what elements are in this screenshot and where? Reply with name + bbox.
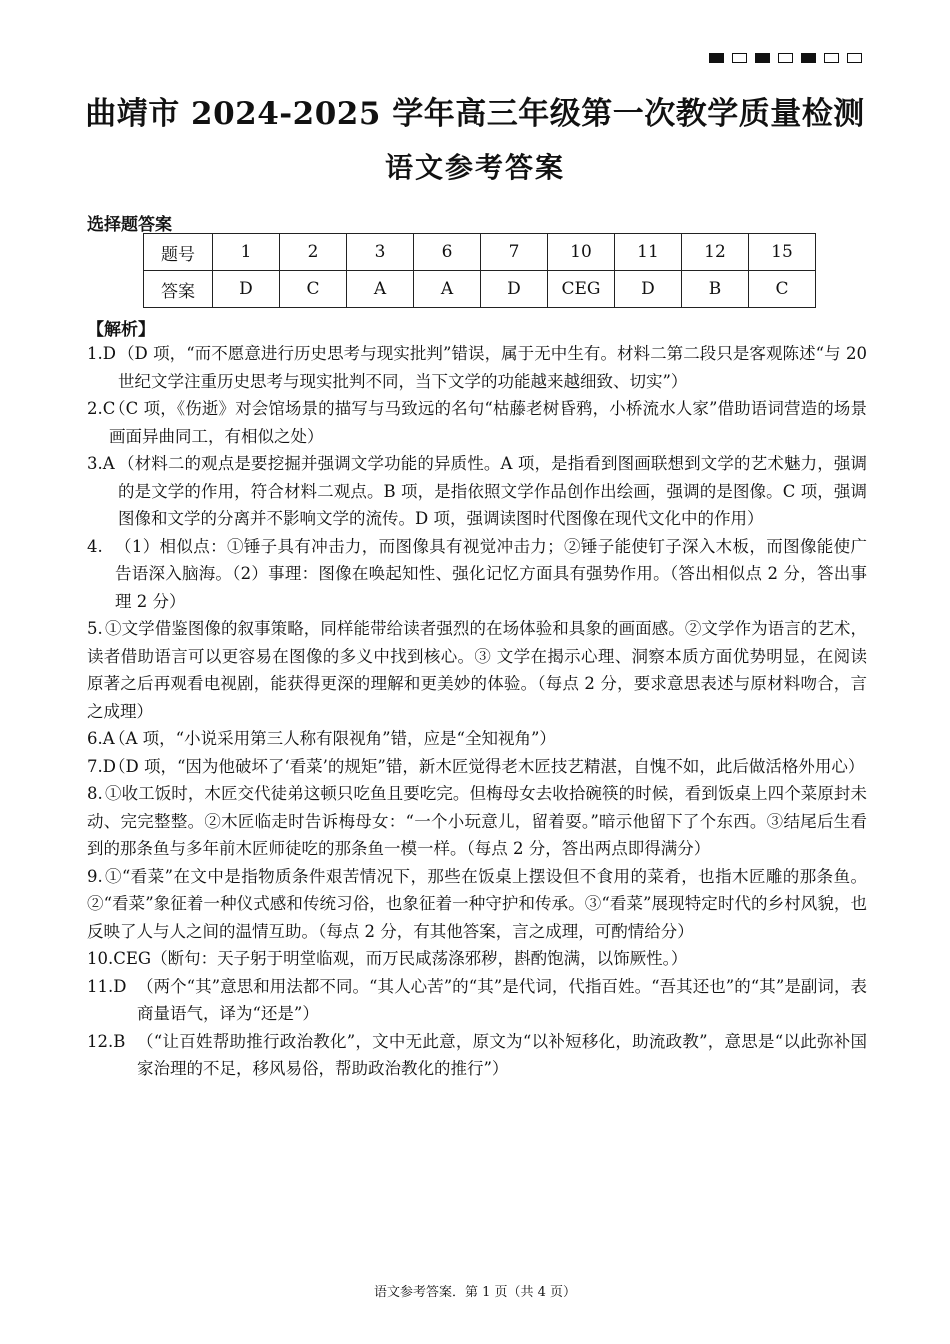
- item-number: 5.: [87, 619, 103, 638]
- document-title: 曲靖市 2024-2025 学年高三年级第一次教学质量检测: [85, 96, 865, 132]
- header-mark: [755, 53, 770, 63]
- header-marks: [709, 53, 862, 63]
- row-label-question: 题号: [144, 234, 213, 271]
- header-mark: [847, 53, 862, 63]
- answer-cell: C: [749, 271, 816, 308]
- analysis-item: [87, 615, 867, 725]
- item-number: 9.: [87, 866, 103, 886]
- question-cell: 7: [481, 234, 548, 271]
- item-text: （D 项，“而不愿意进行历史思考与现实批判”错误，属于无中生有。材料二第二段只是客观陈述“与 20 世纪文学注重历史思考与现实批判不同，当下文学的功能越来越细致、切实”）: [118, 344, 867, 391]
- question-cell: 2: [280, 234, 347, 271]
- header-mark: [778, 53, 793, 63]
- answer-cell: C: [280, 271, 347, 308]
- answer-cell: D: [615, 271, 682, 308]
- analysis-item: [87, 450, 867, 533]
- item-text: ①收工饭时，木匠交代徒弟这顿只吃鱼且要吃完。但梅母女去收拾碗筷的时候，看到饭桌上四个菜原封未动、完完整整。②木匠临走时告诉梅母女：“一个小玩意儿，留着耍。”暗示他留下了个东西。③结尾后生看到的那条鱼与多年前木匠师徒吃的那条鱼一模一样。（每点 2 分，答出两点即得满分）: [87, 784, 867, 858]
- row-label-answer: 答案: [144, 271, 213, 308]
- question-number-row: [144, 234, 816, 271]
- item-number: 6.A: [87, 729, 115, 748]
- item-number: 8.: [87, 784, 103, 803]
- analysis-item: [87, 533, 867, 616]
- item-number: 10.CEG: [87, 949, 152, 968]
- answer-cell: D: [213, 271, 280, 308]
- header-mark: [801, 53, 816, 63]
- analysis-item: [87, 945, 867, 973]
- item-number: 1.D: [87, 344, 116, 363]
- question-cell: 1: [213, 234, 280, 271]
- document-subtitle: 语文参考答案: [384, 151, 565, 184]
- page-footer: 语文参考答案．第 1 页（共 4 页）: [373, 1285, 577, 1300]
- question-cell: 12: [682, 234, 749, 271]
- item-text: （材料二的观点是要挖掘并强调文学功能的异质性。A 项，是指看到图画联想到文学的艺术魅力，强调的是文学的作用，符合材料二观点。B 项，是指依照文学作品创作出绘画，强调的是图像。C 项，强调图像和文学的分离并不影响文学的流传。D 项，强调读图时代图像在现代文化中的作用）: [118, 454, 867, 528]
- analysis-item: [87, 1028, 867, 1083]
- answer-row: [144, 271, 816, 308]
- item-number: 12.B: [87, 1031, 126, 1051]
- answer-cell: A: [414, 271, 481, 308]
- analysis-item: [87, 863, 867, 946]
- item-text: ①文学借鉴图像的叙事策略，同样能带给读者强烈的在场体验和具象的画面感。②文学作为语言的艺术，读者借助语言可以更容易在图像的多义中找到核心。③ 文学在揭示心理、洞察本质方面优势明显，在阅读原著之后再观看电视剧，能获得更深的理解和更美妙的体验。（每点 2 分，要求意思表述与原材料吻合，言之成理）: [87, 619, 867, 721]
- analysis-item: [87, 340, 867, 395]
- header-mark: [824, 53, 839, 63]
- analysis-label: 【解析】: [87, 320, 155, 340]
- item-text: ①“看菜”在文中是指物质条件艰苦情况下，那些在饭桌上摆设但不食用的菜肴，也指木匠雕的那条鱼。②“看菜”象征着一种仪式感和传统习俗，也象征着一种守护和传承。③“看菜”展现特定时代的乡村风貌，也反映了人与人之间的温情互助。（每点 2 分，有其他答案，言之成理，可酌情给分）: [87, 866, 867, 941]
- analysis-item: [87, 395, 867, 450]
- item-text: （1）相似点：①锤子具有冲击力，而图像具有视觉冲击力；②锤子能使钉子深入木板，而图像能使广告语深入脑海。（2）事理：图像在唤起知性、强化记忆方面具有强势作用。（答出相似点 2 分，答出事理 2 分）: [115, 536, 867, 611]
- item-number: 3.A: [87, 454, 115, 473]
- answer-cell: B: [682, 271, 749, 308]
- item-number: 4.: [87, 536, 103, 556]
- analysis-item: [87, 725, 867, 753]
- analysis-item: [87, 753, 867, 781]
- item-text: （“让百姓帮助推行政治教化”，文中无此意，原文为“以补短移化，助流政教”，意思是“以此弥补国家治理的不足，移风易俗，帮助政治教化的推行”）: [137, 1031, 867, 1078]
- question-cell: 11: [615, 234, 682, 271]
- answer-cell: CEG: [548, 271, 615, 308]
- question-cell: 3: [347, 234, 414, 271]
- item-text: （断句：天子躬于明堂临观，而万民咸荡涤邪秽，斟酌饱满，以饰厥性。）: [151, 949, 688, 968]
- header-mark: [732, 53, 747, 63]
- item-text: （两个“其”意思和用法都不同。“其人心苦”的“其”是代词，代指百姓。“吾其还也”的“其”是副词，表商量语气，译为“还是”）: [137, 976, 867, 1023]
- item-number: 11.D: [87, 976, 127, 996]
- choice-section-label: 选择题答案: [87, 215, 172, 235]
- analysis-item: [87, 973, 867, 1028]
- question-cell: 6: [414, 234, 481, 271]
- question-cell: 10: [548, 234, 615, 271]
- item-number: 7.D: [87, 756, 116, 776]
- item-number: 2.C: [87, 399, 116, 418]
- question-cell: 15: [749, 234, 816, 271]
- answer-cell: D: [481, 271, 548, 308]
- item-text: （C 项，《伤逝》对会馆场景的描写与马致远的名句“枯藤老树昏鸦，小桥流水人家”借助语词营造的场景画面异曲同工，有相似之处）: [109, 399, 867, 446]
- analysis-item: [87, 780, 867, 863]
- analysis-list: [87, 340, 867, 1083]
- answer-table: [143, 233, 816, 308]
- item-text: （A 项，“小说采用第三人称有限视角”错，应是“全知视角”）: [109, 729, 556, 748]
- header-mark: [709, 53, 724, 63]
- item-text: （D 项，“因为他破坏了‘看菜’的规矩”错，新木匠觉得老木匠技艺精湛，自愧不如，此后做活格外用心）: [109, 756, 865, 776]
- answer-cell: A: [347, 271, 414, 308]
